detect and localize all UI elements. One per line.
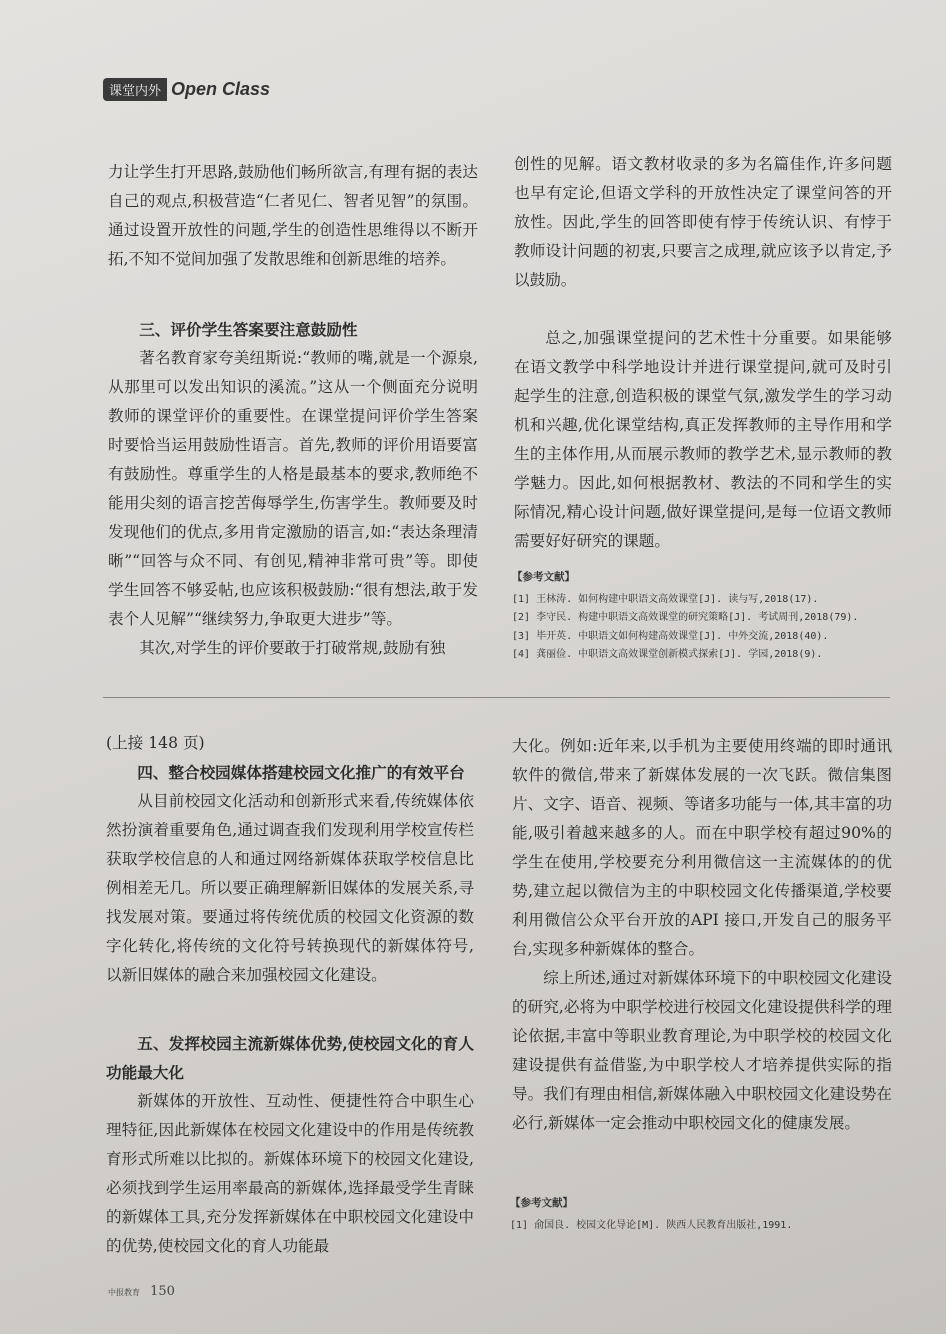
page-footer [108, 1284, 175, 1299]
reference-item: [3] 毕开英. 中职语文如何构建高效课堂[J]. 中外交流,2018(40). [512, 630, 829, 642]
bottom-right-column [512, 732, 892, 1138]
paragraph: 其次,对学生的评价要敢于打破常规,鼓励有独 [139, 639, 446, 657]
reference-item: [1] 俞国良. 校园文化导论[M]. 陕西人民教育出版社,1991. [510, 1219, 793, 1231]
top-right-column [514, 150, 892, 556]
bottom-left-column [106, 729, 474, 1261]
section-heading: 五、发挥校园主流新媒体优势,使校园文化的育人功能最大化 [106, 1034, 474, 1082]
paragraph: 综上所述,通过对新媒体环境下的中职校园文化建设的研究,必将为中职学校进行校园文化建设提供科学的理论依据,丰富中等职业教育理论,为中职学校的校园文化建设提供有益借鉴,为中职学校人才培养提供实际的指导。我们有理由相信,新媒体融入中职校园文化建设势在必行,新媒体一定会推动中职校园文化的健康发展。 [512, 969, 892, 1132]
paragraph: 著名教育家夸美纽斯说:“教师的嘴,就是一个源泉,从那里可以发出知识的溪流。”这从一个侧面充分说明教师的课堂评价的重要性。在课堂提问评价学生答案时要恰当运用鼓励性语言。首先,教师的评价用语要富有鼓励性。尊重学生的人格是最基本的要求,教师绝不能用尖刻的语言挖苦侮辱学生,伤害学生。教师要及时发现他们的优点,多用肯定激励的语言,如:“表达条理清晰”“回答与众不同、有创见,精神非常可贵”等。即使学生回答不够妥帖,也应该积极鼓励:“很有想法,敢于发表个人见解”“继续努力,争取更大进步”等。 [108, 349, 478, 628]
paragraph: 创性的见解。语文教材收录的多为名篇佳作,许多问题也早有定论,但语文学科的开放性决定了课堂问答的开放性。因此,学生的回答即使有悖于传统认识、有悖于教师设计问题的初衷,只要言之成理,就应该予以肯定,予以鼓励。 [514, 155, 892, 289]
paragraph: 新媒体的开放性、互动性、便捷性符合中职生心理特征,因此新媒体在校园文化建设中的作用是传统教育形式所难以比拟的。新媒体环境下的校园文化建设,必须找到学生运用率最高的新媒体,选择最受学生青睐的新媒体工具,充分发挥新媒体在中职校园文化建设中的优势,使校园文化的育人功能最 [106, 1092, 474, 1255]
reference-item: [4] 龚丽俭. 中职语文高效课堂创新模式探索[J]. 学园,2018(9). [512, 649, 823, 660]
journal-name: 中报教育 [108, 1288, 140, 1297]
section-brand: Open Class [171, 78, 271, 99]
section-heading: 四、整合校园媒体搭建校园文化推广的有效平台 [137, 763, 465, 782]
paragraph: 力让学生打开思路,鼓励他们畅所欲言,有理有据的表达自己的观点,积极营造“仁者见仁、智者见智”的氛围。通过设置开放性的问题,学生的创造性思维得以不断开拓,不知不觉间加强了发散思维和创新思维的培养。 [108, 163, 478, 268]
section-tag: 课堂内外 [103, 78, 167, 101]
paragraph: 从目前校园文化活动和创新形式来看,传统媒体依然扮演着重要角色,通过调查我们发现利用学校宣传栏获取学校信息的人和通过网络新媒体获取学校信息比例相差无几。所以要正确理解新旧媒体的发展关系,寻找发展对策。要通过将传统优质的校园文化资源的数字化转化,将传统的文化符号转换现代的新媒体符号,以新旧媒体的融合来加强校园文化建设。 [106, 792, 474, 984]
references-title: 【参考文献】 [510, 1197, 573, 1209]
reference-item: [1] 王林涛. 如何构建中职语文高效课堂[J]. 读与写,2018(17). [512, 593, 819, 605]
references-bottom [510, 1194, 890, 1235]
top-left-column [108, 158, 478, 663]
continuation-note: (上接 148 页) [106, 734, 205, 752]
paragraph: 大化。例如:近年来,以手机为主要使用终端的即时通讯软件的微信,带来了新媒体发展的一次飞跃。微信集图片、文字、语音、视频、等诸多功能与一体,其丰富的功能,吸引着越来越多的人。而在中职学校有超过90%的学生在使用,学校要充分利用微信这一主流媒体的的优势,建立起以微信为主的中职校园文化传播渠道,学校要利用微信公众平台开放的API 接口,开发自己的服务平台,实现多种新媒体的整合。 [512, 737, 892, 958]
section-divider [103, 697, 890, 698]
references-top [512, 568, 892, 665]
reference-item: [2] 李守民. 构建中职语文高效课堂的研究策略[J]. 考试周刊,2018(79). [512, 612, 859, 623]
section-header [103, 78, 270, 100]
page-number: 150 [150, 1284, 175, 1299]
references-title: 【参考文献】 [512, 571, 575, 583]
paragraph: 总之,加强课堂提问的艺术性十分重要。如果能够在语文教学中科学地设计并进行课堂提问,就可及时引起学生的注意,创造积极的课堂气氛,激发学生的学习动机和兴趣,优化课堂结构,真正发挥教师的主导作用和学生的主体作用,从而展示教师的教学艺术,显示教师的教学魅力。因此,如何根据教材、教法的不同和学生的实际情况,精心设计问题,做好课堂提问,是每一位语文教师需要好好研究的课题。 [514, 329, 892, 550]
section-heading: 三、评价学生答案要注意鼓励性 [139, 320, 358, 339]
